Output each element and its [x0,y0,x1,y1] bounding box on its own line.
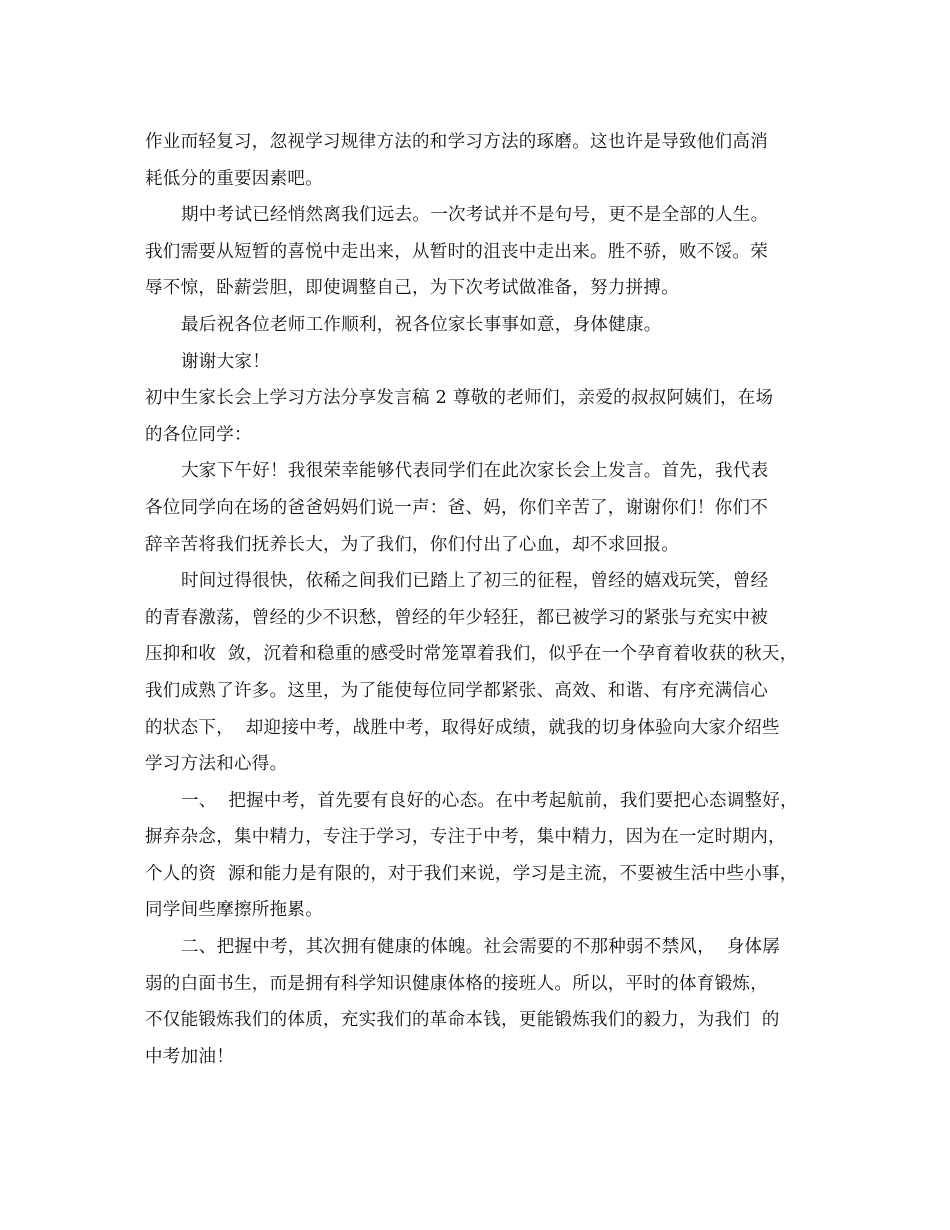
text-line: 同学间些摩擦所拖累。 [145,900,323,921]
text-line: 一、 把握中考，首先要有良好的心态。在中考起航前，我们要把心态调整好， [181,790,798,811]
text-line: 初中生家长会上学习方法分享发言稿 2 尊敬的老师们，亲爱的叔叔阿姨们，在场 [145,388,774,409]
text-line: 作业而轻复习，忽视学习规律方法的和学习方法的琢磨。这也许是导致他们高消 [145,132,768,152]
text-line: 各位同学向在场的爸爸妈妈们说一声：爸、妈，你们辛苦了，谢谢你们！你们不 [145,497,768,518]
document-body [145,124,810,1075]
text-line: 的各位同学： [145,424,252,445]
text-line: 我们成熟了许多。这里，为了能使每位同学都紧张、高效、和谐、有序充满信心 [145,680,768,701]
text-line: 二、把握中考，其次拥有健康的体魄。社会需要的不那种弱不禁风， 身体孱 [181,937,781,958]
text-line: 我们需要从短暂的喜悦中走出来，从暂时的沮丧中走出来。胜不骄，败不馁。荣 [145,241,768,262]
text-line: 期中考试已经悄然离我们远去。一次考试并不是句号，更不是全部的人生。 [181,205,769,226]
text-line: 的青春激荡，曾经的少不识愁，曾经的年少轻狂，都已被学习的紧张与充实中被 [145,607,768,628]
text-line: 个人的资 源和能力是有限的，对于我们来说，学习是主流，不要被生活中些小事， [145,863,798,884]
text-line: 的状态下， 却迎接中考，战胜中考，取得好成绩，就我的切身体验向大家介绍些 [145,717,780,738]
text-line: 压抑和收 敛，沉着和稳重的感受时常笼罩着我们，似乎在一个孕育着收获的秋天， [145,644,798,665]
text-line: 辞辛苦将我们抚养长大，为了我们，你们付出了心血，却不求回报。 [145,534,679,555]
text-line: 学习方法和心得。 [145,754,288,775]
text-line: 大家下午好！我很荣幸能够代表同学们在此次家长会上发言。首先，我代表 [181,461,769,482]
text-line: 谢谢大家！ [181,351,270,372]
text-line: 中考加油！ [145,1046,234,1067]
text-line: 最后祝各位老师工作顺利，祝各位家长事事如意，身体健康。 [181,314,662,335]
text-line: 不仅能锻炼我们的体质，充实我们的革命本钱，更能锻炼我们的毅力，为我们 的 [145,1010,780,1031]
text-line: 辱不惊，卧薪尝胆，即使调整自己，为下次考试做准备，努力拼搏。 [145,278,679,299]
text-line: 耗低分的重要因素吧。 [145,168,323,189]
text-line: 时间过得很快，依稀之间我们已踏上了初三的征程，曾经的嬉戏玩笑，曾经 [181,571,769,592]
text-line: 弱的白面书生，而是拥有科学知识健康体格的接班人。所以，平时的体育锻炼， [145,973,768,994]
text-line: 摒弃杂念，集中精力，专注于学习，专注于中考，集中精力，因为在一定时期内， [145,827,786,848]
